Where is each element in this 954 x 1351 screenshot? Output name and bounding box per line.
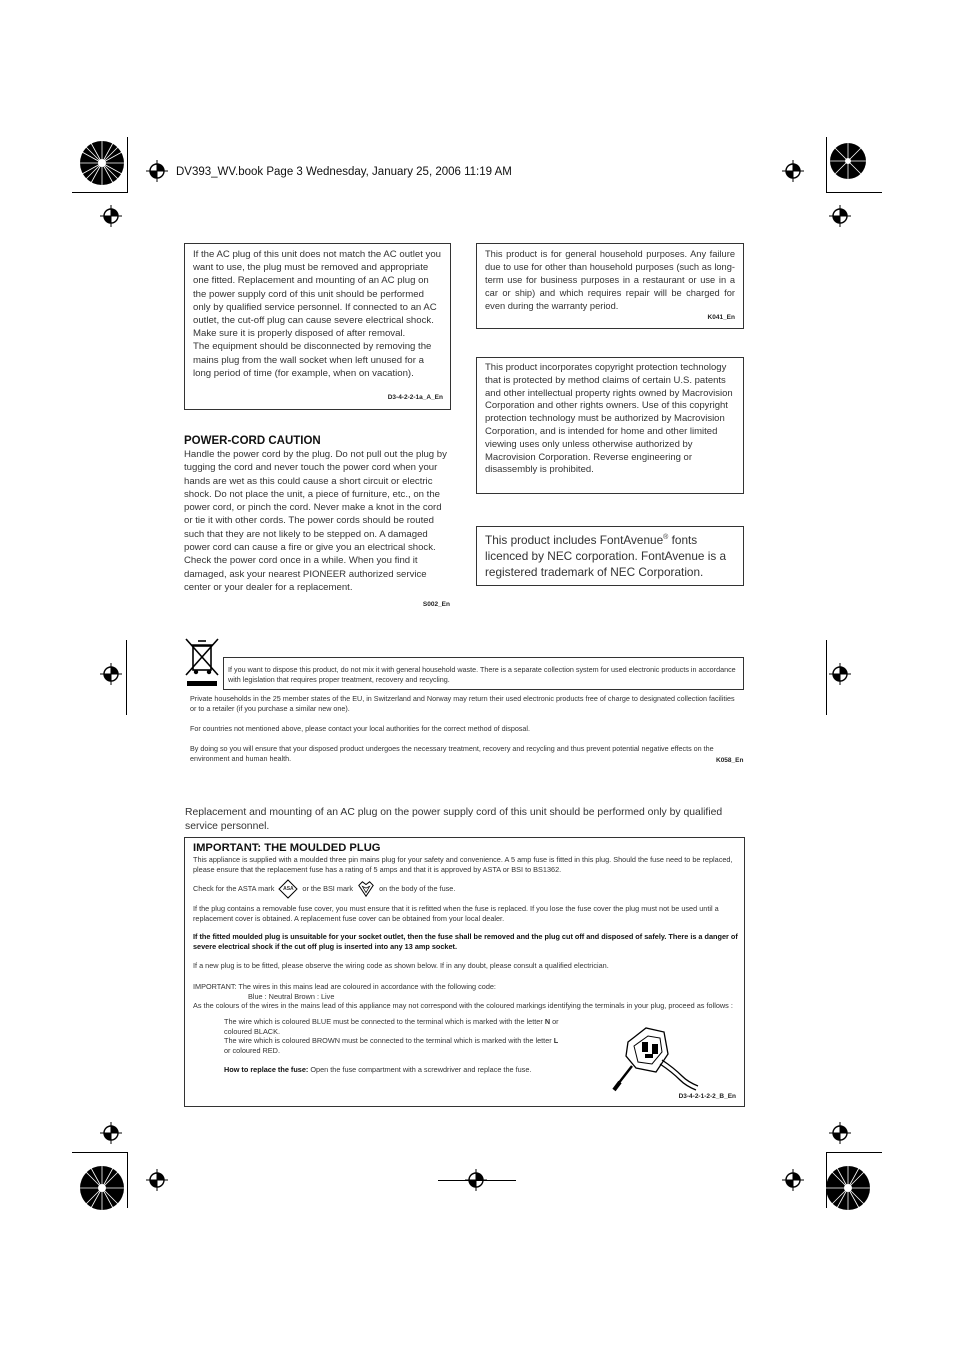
disposal-details: [190, 694, 738, 764]
disposal-notice-text: If you want to dispose this product, do not mix it with general household waste. There is a separate collection system for used electronic products in accordance with legislation that requires proper treatment, recovery and recycling.: [228, 665, 736, 684]
crosshair-icon: [782, 1169, 804, 1191]
power-cord-section: [184, 435, 452, 608]
reference-code: K058_En: [716, 757, 744, 764]
reference-code: S002_En: [422, 601, 450, 608]
plug-paragraph: IMPORTANT: The wires in this mains lead are coloured in accordance with the following code:: [193, 982, 496, 992]
plug-paragraph: If the plug contains a removable fuse cover, you must ensure that it is refitted when the fuse is replaced. If you lose the fuse cover the plug must not be used until a replacement cover is obtained. A replacement fuse cover can be obtained from your local dealer.: [193, 904, 719, 923]
reference-code: K041_En: [707, 314, 735, 321]
asta-mark-icon: [278, 879, 298, 899]
crosshair-icon: [146, 160, 168, 182]
household-use-text: This product is for general household purposes. Any failure due to use for other than household purposes (such as long-term use for business purposes in a restaurant or use in a car or ship) and which requires repair will be charged for even during the warranty period.: [485, 249, 735, 311]
plug-paragraph: This appliance is supplied with a moulded three pin mains plug for your safety and convenience. A 5 amp fuse is fitted in this plug. Should the fuse need to be replaced, please ensure that the replacement fuse has a rating of 5 amps and that it is approved by ASTA or BSI to BS1362.: [193, 855, 733, 874]
reference-code: D3-4-2-1-2-2_B_En: [678, 1093, 736, 1101]
disposal-paragraph: For countries not mentioned above, please contact your local authorities for the correct method of disposal.: [190, 724, 530, 733]
plug-warning: If the fitted moulded plug is unsuitable for your socket outlet, then the fuse shall be removed and the plug cut off and disposed of safely. There is a danger of severe electrical shock if the cut off plug is inserted into any 13 amp socket.: [193, 932, 738, 951]
blue-wire-instruction: The wire which is coloured BLUE must be connected to the terminal which is marked with the letter N or coloured BLACK.: [224, 1016, 559, 1036]
power-cord-text: Handle the power cord by the plug. Do not pull out the plug by tugging the cord and never touch the power cord when your hands are wet as this could cause a short circuit or electric shock. Do not place the unit, a piece of furniture, etc., on the power cord, or pinch the cord. Never make a knot in the cord or tie it with other cords. The power cords should be routed such that they are not likely to be stepped on. A damaged power cord can cause a fire or give you an electrical shock. Check the power cord once in a while. When you find it damaged, ask your nearest PIONEER authorized service center or your dealer for a replacement.: [184, 449, 447, 593]
registration-wheel-icon: [79, 140, 125, 186]
plug-paragraph: If a new plug is to be fitted, please observe the wiring code as shown below. If in any doubt, please consult a qualified electrician.: [193, 960, 609, 970]
plug-fuse-illustration-icon: [612, 1020, 702, 1092]
wire-colour-code: Blue : Neutral Brown : Live: [248, 991, 335, 1001]
crossed-out-bin-icon: [184, 637, 220, 687]
copyright-protection-text: This product incorporates copyright protection technology that is protected by method claims of certain U.S. patents and other intellectual property rights owned by Macrovision Corporation and other rights owners. Use of this copyright protection technology must be authorized by Macrovision Corporation, and is intended for home and other limited viewing uses only unless otherwise authorized by Macrovision Corporation. Reverse engineering or disassembly is prohibited.: [485, 362, 733, 476]
reference-code: D3-4-2-2-1a_A_En: [387, 393, 443, 401]
asta-mark-text: ASA: [283, 886, 294, 893]
replacement-note: Replacement and mounting of an AC plug on the power supply cord of this unit should be performed only by qualified service personnel.: [185, 807, 723, 832]
section-heading: POWER-CORD CAUTION: [184, 435, 321, 447]
crosshair-icon: [100, 663, 122, 685]
fuse-mark-line: [193, 879, 740, 899]
ac-plug-text: If the AC plug of this unit does not match the AC outlet you want to use, the plug must be removed and appropriate one fitted. Replacement and mounting of an AC plug on the power supply cord of this unit should be performed only by qualified service personnel. If connected to an AC outlet, the cut-off plug can cause severe electrical shock. Make sure it is properly disposed of after removal.: [193, 249, 441, 340]
household-use-notice: [476, 243, 744, 329]
font-license-text-a: This product includes FontAvenue: [485, 532, 664, 547]
copyright-protection-notice: [476, 357, 744, 494]
registered-mark: ®: [663, 534, 669, 541]
book-header: DV393_WV.book Page 3 Wednesday, January 25, 2006 11:19 AM: [176, 166, 512, 178]
asta-check-label: Check for the ASTA mark: [193, 884, 275, 894]
ac-plug-notice: [184, 243, 451, 410]
crosshair-icon: [782, 160, 804, 182]
crosshair-icon: [100, 205, 122, 227]
crosshair-icon: [829, 205, 851, 227]
font-license-notice: [476, 526, 744, 586]
crosshair-icon: [829, 663, 851, 685]
fuse-body-label: on the body of the fuse.: [379, 884, 456, 894]
crosshair-icon: [146, 1169, 168, 1191]
plug-paragraph: As the colours of the wires in the mains lead of this appliance may not correspond with the coloured markings identifying the terminals in your plug, proceed as follows :: [193, 1001, 733, 1011]
registration-wheel-icon: [825, 1165, 871, 1211]
registration-wheel-icon: [79, 1165, 125, 1211]
brown-wire-instruction: The wire which is coloured BROWN must be connected to the terminal which is marked with the letter L or coloured RED.: [224, 1036, 559, 1055]
registration-wheel-icon: [825, 138, 871, 184]
disposal-notice: [223, 657, 744, 690]
crosshair-icon: [829, 1122, 851, 1144]
disposal-paragraph: By doing so you will ensure that your disposed product undergoes the necessary treatment, recovery and recycling and thus prevent potential negative effects on the environment and human health.: [190, 744, 714, 763]
disposal-paragraph: Private households in the 25 member states of the EU, in Switzerland and Norway may return their used electronic products free of charge to designated collection facilities or to a retailer (if you purchase a similar new one).: [190, 694, 735, 713]
font-license-text-b: fonts licenced by NEC corporation. FontAvenue is a registered trademark of NEC Corporation.: [485, 532, 727, 579]
wiring-instructions: [193, 1017, 564, 1075]
bsi-check-label: or the BSI mark: [302, 884, 354, 894]
fuse-replace-instruction: How to replace the fuse: Open the fuse compartment with a screwdriver and replace the fuse.: [224, 1065, 532, 1075]
ac-plug-disconnect-text: The equipment should be disconnected by removing the mains plug from the wall socket when left unused for a long period of time (for example, when on vacation).: [193, 341, 432, 379]
section-heading: IMPORTANT: THE MOULDED PLUG: [193, 842, 381, 854]
crosshair-icon: [100, 1122, 122, 1144]
bsi-kitemark-icon: [357, 880, 375, 898]
